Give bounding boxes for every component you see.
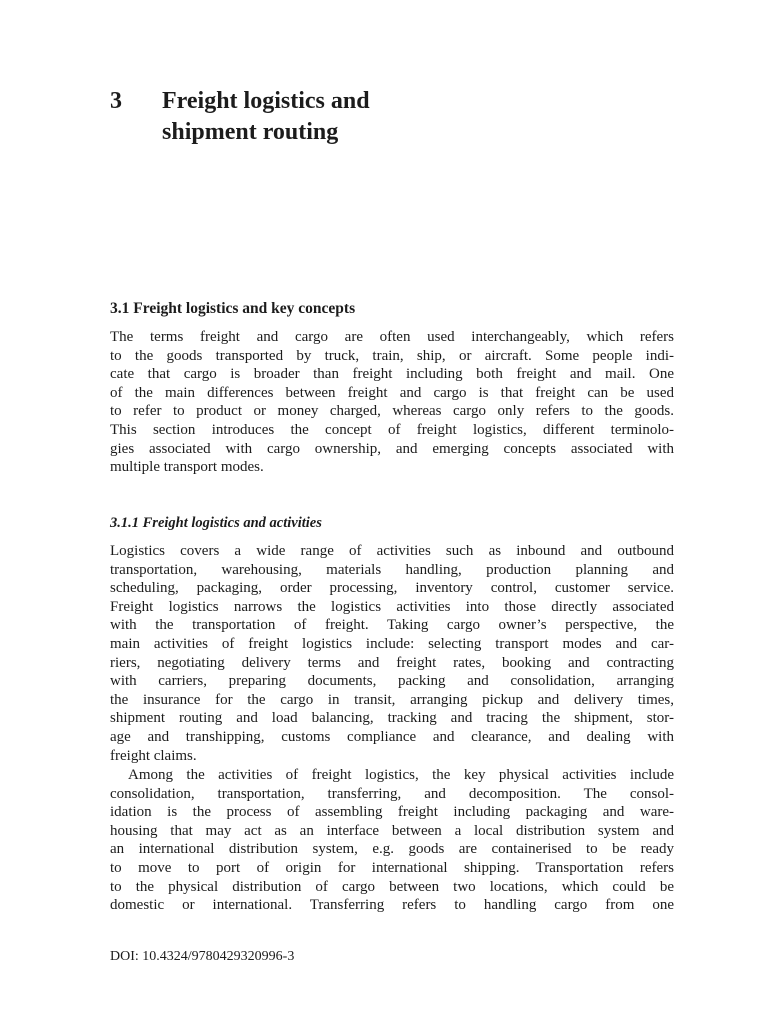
text-line: consolidation, transportation, transferring, and decomposition. The consol- xyxy=(110,785,674,802)
text-line: to the physical distribution of cargo between two locations, which could be xyxy=(110,878,674,895)
text-line: main activities of freight logistics include: selecting transport modes and car- xyxy=(110,635,674,652)
text-line: with carriers, preparing documents, packing and consolidation, arranging xyxy=(110,673,674,690)
text-line: shipment routing and load balancing, tracking and tracing the shipment, stor- xyxy=(110,710,674,727)
text-line: idation is the process of assembling freight including packaging and ware- xyxy=(110,804,674,821)
chapter-title-line: Freight logistics and xyxy=(162,88,370,114)
text-line: with the transportation of freight. Taking cargo owner’s perspective, the xyxy=(110,617,674,634)
chapter-title xyxy=(162,86,522,148)
text-line: This section introduces the concept of freight logistics, different terminolo- xyxy=(110,421,674,438)
text-line: of the main differences between freight and cargo is that freight can be used xyxy=(110,384,674,401)
text-line: housing that may act as an interface between a local distribution system and xyxy=(110,822,674,839)
text-line: the insurance for the cargo in transit, arranging pickup and delivery times, xyxy=(110,691,674,708)
subsection-heading: 3.1.1 Freight logistics and activities xyxy=(110,515,322,531)
text-line: an international distribution system, e.g. goods are containerised to be ready xyxy=(110,841,674,858)
text-line: to the goods transported by truck, train, ship, or aircraft. Some people indi- xyxy=(110,347,674,364)
text-line: Among the activities of freight logistics, the key physical activities include xyxy=(128,767,674,783)
section-intro-paragraph xyxy=(110,328,674,477)
text-line: age and transhipping, customs compliance and clearance, and dealing with xyxy=(110,728,674,745)
text-line: transportation, warehousing, materials handling, production planning and xyxy=(110,561,674,578)
book-page xyxy=(110,0,674,1024)
text-line: The terms freight and cargo are often used interchangeably, which refers xyxy=(110,329,674,345)
text-line: Freight logistics narrows the logistics activities into those directly associated xyxy=(110,598,674,615)
chapter-number: 3 xyxy=(110,88,122,114)
text-line: gies associated with cargo ownership, and emerging concepts associated with xyxy=(110,440,674,457)
section-heading: 3.1 Freight logistics and key concepts xyxy=(110,300,356,317)
text-line: scheduling, packaging, order processing, inventory control, customer service. xyxy=(110,580,674,597)
logistics-activities-paragraph xyxy=(110,542,674,765)
text-line: to move to port of origin for international shipping. Transportation refers xyxy=(110,859,674,876)
text-line: domestic or international. Transferring refers to handling cargo from one xyxy=(110,897,674,914)
text-line: cate that cargo is broader than freight including both freight and mail. One xyxy=(110,366,674,383)
text-line: multiple transport modes. xyxy=(110,459,264,476)
physical-activities-paragraph xyxy=(110,766,674,915)
text-line: freight claims. xyxy=(110,747,197,764)
doi-footer: DOI: 10.4324/9780429320996-3 xyxy=(110,949,295,964)
text-line: riers, negotiating delivery terms and freight rates, booking and contracting xyxy=(110,654,674,671)
text-line: to refer to product or money charged, whereas cargo only refers to the goods. xyxy=(110,403,674,420)
chapter-title-line: shipment routing xyxy=(162,119,339,145)
text-line: Logistics covers a wide range of activities such as inbound and outbound xyxy=(110,543,674,559)
